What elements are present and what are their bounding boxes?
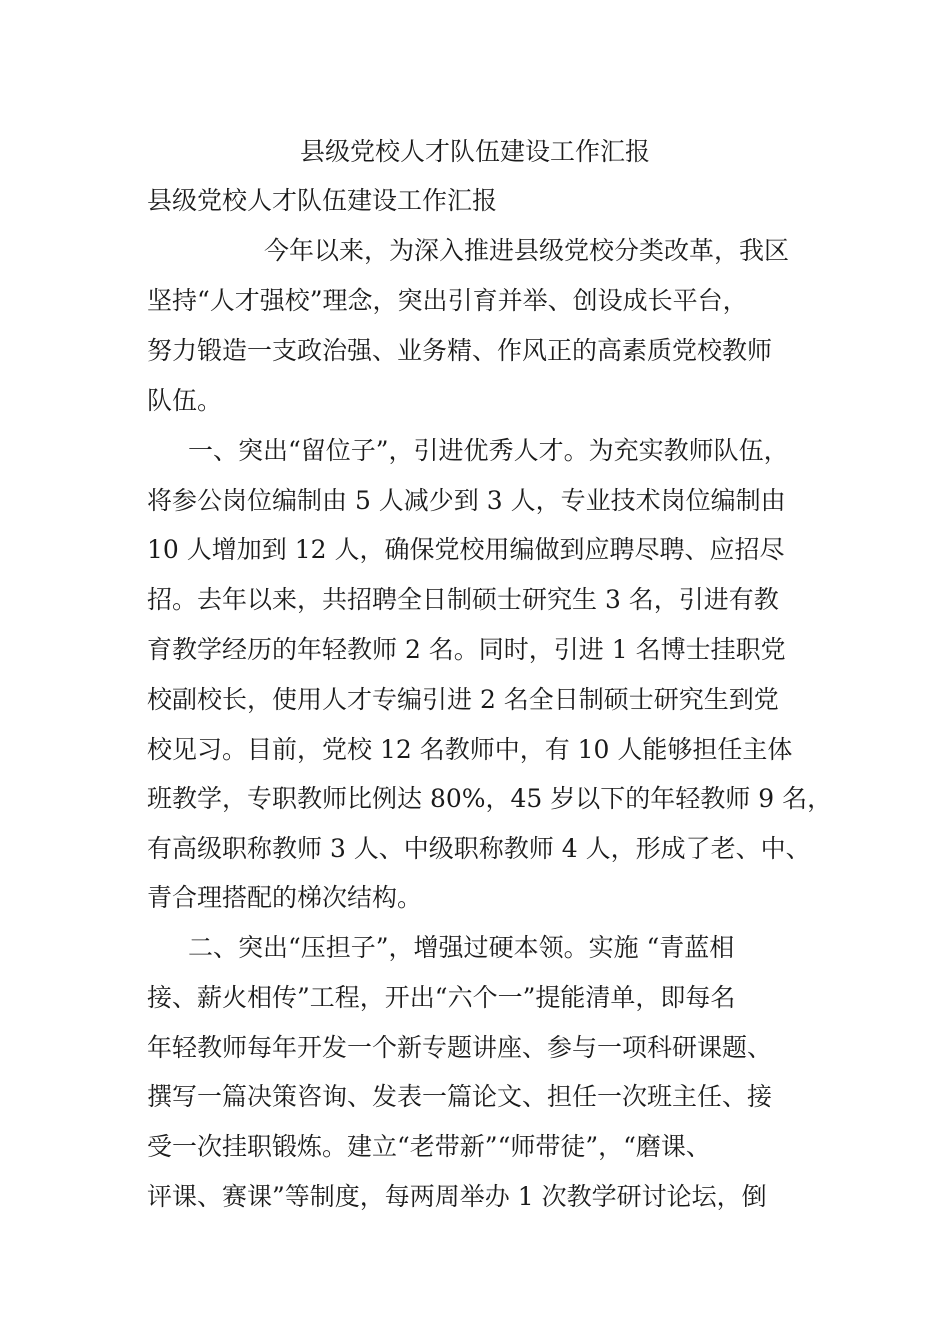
text-line: 育教学经历的年轻教师 2 名。同时，引进 1 名博士挂职党 bbox=[147, 635, 786, 664]
document-subtitle: 县级党校人才队伍建设工作汇报 bbox=[147, 186, 498, 215]
text-line: 评课、赛课”等制度，每两周举办 1 次教学研讨论坛，倒 bbox=[147, 1182, 767, 1211]
text-line: 10 人增加到 12 人，确保党校用编做到应聘尽聘、应招尽 bbox=[147, 535, 785, 564]
text-line: 年轻教师每年开发一个新专题讲座、参与一项科研课题、 bbox=[147, 1033, 773, 1062]
text-line: 受一次挂职锻炼。建立“老带新”“师带徒”，“磨课、 bbox=[147, 1132, 711, 1161]
text-line: 班教学，专职教师比例达 80%，45 岁以下的年轻教师 9 名， bbox=[147, 784, 833, 813]
text-line: 校副校长，使用人才专编引进 2 名全日制硕士研究生到党 bbox=[147, 685, 779, 714]
text-line: 坚持“人才强校”理念，突出引育并举、创设成长平台， bbox=[147, 286, 748, 315]
text-line: 撰写一篇决策咨询、发表一篇论文、担任一次班主任、接 bbox=[147, 1082, 773, 1111]
text-line: 将参公岗位编制由 5 人减少到 3 人，专业技术岗位编制由 bbox=[147, 486, 786, 515]
text-line: 队伍。 bbox=[147, 386, 223, 415]
text-line: 校见习。目前，党校 12 名教师中，有 10 人能够担任主体 bbox=[147, 735, 793, 764]
text-line: 二、突出“压担子”，增强过硬本领。实施 “青蓝相 bbox=[188, 933, 735, 962]
text-line: 今年以来，为深入推进县级党校分类改革，我区 bbox=[264, 236, 790, 265]
text-line: 努力锻造一支政治强、业务精、作风正的高素质党校教师 bbox=[147, 336, 773, 365]
text-line: 有高级职称教师 3 人、中级职称教师 4 人，形成了老、中、 bbox=[147, 834, 811, 863]
text-line: 招。去年以来，共招聘全日制硕士研究生 3 名，引进有教 bbox=[147, 585, 779, 614]
document-title: 县级党校人才队伍建设工作汇报 bbox=[299, 137, 650, 166]
text-line: 青合理搭配的梯次结构。 bbox=[147, 883, 423, 912]
text-line: 接、薪火相传”工程，开出“六个一”提能清单，即每名 bbox=[147, 983, 736, 1012]
text-line: 一、突出“留位子”，引进优秀人才。为充实教师队伍， bbox=[188, 436, 789, 465]
